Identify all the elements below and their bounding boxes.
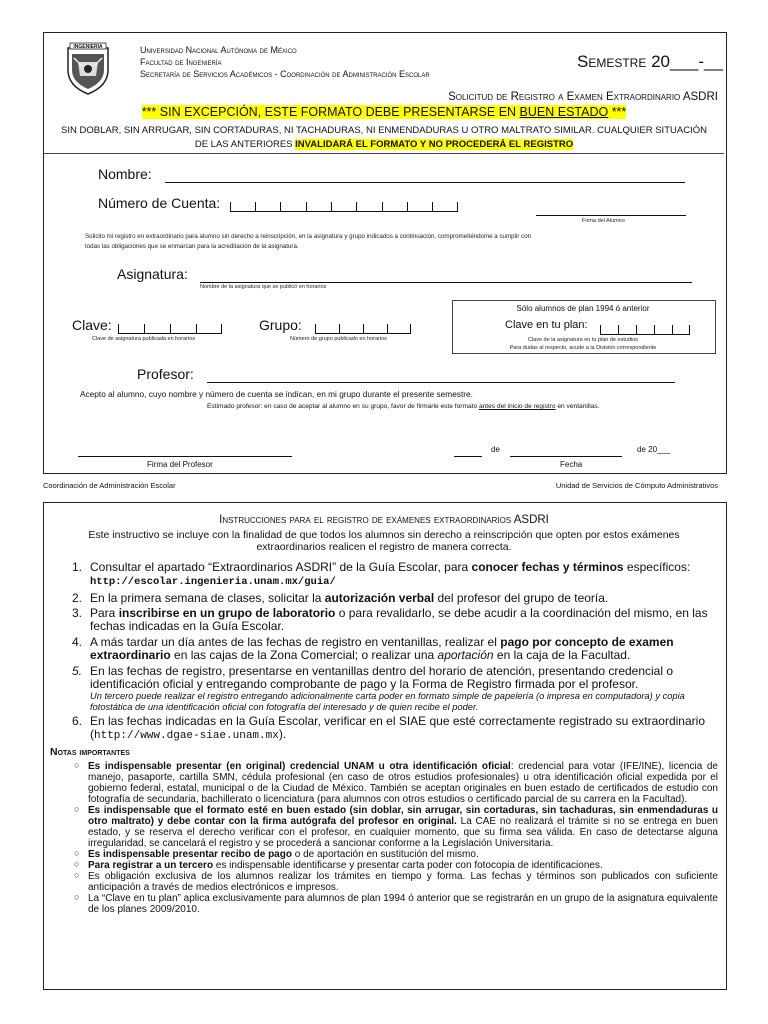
item-number: 3. [72, 606, 83, 620]
note-bold: Es indispensable presentar recibo de pago [88, 849, 292, 860]
item-bold: autorización verbal [324, 591, 435, 605]
note-item [44, 805, 724, 849]
plan-clave-field[interactable] [600, 324, 690, 335]
crest-text: INGENIERIA [73, 44, 103, 50]
nombre-label: Nombre: [98, 166, 152, 182]
estimado-post: en ventanillas. [555, 403, 600, 410]
bullet: ○ [74, 804, 80, 814]
note-item [44, 871, 724, 893]
note-text: o de aportación en sustitución del mismo. [291, 849, 479, 860]
asignatura-hint: Nombre de la asignatura que se publicó en horarios [200, 284, 327, 290]
grupo-hint: Número de grupo publicado en horarios [290, 336, 387, 342]
item-italic: aportación [437, 648, 494, 662]
nombre-field[interactable] [165, 182, 685, 183]
note-bold: Es indispensable presentar (en original) credencial UNAM u otra identificación oficial [88, 761, 511, 772]
item-number: 1. [72, 560, 83, 574]
guia-escolar-link[interactable]: http://escolar.ingenieria.unam.mx/guia/ [90, 576, 336, 588]
item-text: ). [278, 727, 287, 741]
instructions-title: Instrucciones para el registro de exámenes extraordinarios ASDRI [219, 514, 549, 526]
firma-alumno-line[interactable] [536, 215, 686, 216]
estimado-underlined: antes del inicio de registro [478, 403, 556, 410]
item-italic-note: Un tercero puede realizar el registro entregando adicionalmente carta poder en formato simple de papelería (o impresa en computadora) y copia fotostática de una identificación oficial con fotografía del interesado y de quien recibe el poder. [90, 691, 685, 712]
secretariat-name: Secretaría de Servicios Académicos - Coordinación de Administración Escolar [140, 69, 430, 79]
item-number: 4. [72, 635, 83, 649]
instruction-item [44, 636, 720, 662]
note-bold: Para registrar a un tercero [88, 860, 214, 871]
firma-profesor-caption: Firma del Profesor [147, 460, 213, 469]
notes-list [44, 761, 724, 915]
instruction-item [44, 592, 720, 605]
note-item [44, 761, 724, 805]
warning-banner [44, 105, 724, 119]
note-item [44, 860, 724, 871]
instruction-item [44, 665, 720, 712]
item-text: Consultar el apartado “Extraordinarios ASDRI” de la Guía Escolar, para [90, 560, 472, 574]
header-divider [44, 153, 724, 154]
note-bold: Es indispensable que el formato esté en buen estado (sin doblar, sin arrugar, sin cortaduras, sin tachaduras, sin enmendaduras u otro maltrato) y debe contar con la firma autógrafa del profesor en original. [88, 805, 718, 827]
note-text: La CAE no realizará el trámite si no se entrega en buen estado, y se reserva el derecho verificar con el profesor, en cualquier momento, que su firma sea válida. En caso de detectarse alguna irregularidad, se cancelará el registro y se procederá a sancionar conforme a la Legislación Universitaria. [88, 816, 718, 849]
note-text: La “Clave en tu plan” aplica exclusivamente para alumnos de plan 1994 ó anterior que se registrarán en un grupo de la asignatura equivalente de los planes 2009/2010. [88, 893, 718, 915]
item-text: del profesor del grupo de teoría. [434, 591, 609, 605]
cuenta-label: Número de Cuenta: [98, 195, 221, 211]
grupo-label: Grupo: [259, 317, 302, 333]
note-text: es indispensable identificarse y presentar carta poder con fotocopia de identificaciones. [213, 860, 603, 871]
solicito-line2: todas las obligaciones que se enmarcan para la acreditación de la asignatura. [85, 243, 299, 250]
item-text: En las fechas de registro, presentarse en ventanillas dentro del horario de atención, presentando credencial o identificación oficial y entregando comprobante de pago y la Forma de Registro firmada por el profesor. [90, 664, 674, 691]
notes-title: Notas importantes [50, 746, 130, 758]
note-item [44, 893, 724, 915]
footer-left: Coordinación de Administración Escolar [43, 481, 176, 490]
bullet: ○ [74, 859, 80, 869]
item-number: 2. [72, 591, 83, 605]
bullet: ○ [74, 892, 80, 902]
item-text: específicos: [623, 560, 691, 574]
profesor-field[interactable] [207, 382, 675, 383]
item-text: A más tardar un día antes de las fechas de registro en ventanillas, realizar el [90, 635, 501, 649]
note-item [44, 849, 724, 860]
instructions-intro [44, 529, 724, 553]
item-bold: pago por concepto de examen extraordinario [90, 635, 674, 662]
item-text: En la primera semana de clases, solicitar la [90, 591, 325, 605]
asignatura-field[interactable] [200, 282, 692, 283]
item-number: 5. [72, 664, 83, 678]
header-institution [140, 44, 430, 80]
firma-profesor-line[interactable] [78, 456, 292, 457]
fecha-mes-field[interactable] [510, 456, 622, 457]
clave-hint: Clave de asignatura publicada en horarios [92, 336, 196, 342]
profesor-label: Profesor: [137, 366, 194, 382]
fecha-de-1: de [491, 445, 500, 454]
plan-label: Clave en tu plan: [505, 319, 588, 331]
semester-field: Semestre 20___-__ [577, 52, 723, 71]
plan-title: Sólo alumnos de plan 1994 ó anterior [516, 304, 650, 313]
clave-label: Clave: [72, 317, 112, 333]
faculty-name: Facultad de Ingeniería [140, 57, 222, 67]
intro-line2: extraordinarios realicen el registro de manera correcta. [256, 541, 512, 553]
instructions-list [44, 561, 720, 744]
item-text: o para revalidarlo, se debe acudir a la coordinación del mismo, en las fechas indicadas en la Guía Escolar. [90, 606, 708, 633]
plan-hint1: Clave de la asignatura en tu plan de estudios [527, 337, 639, 343]
warning-details [44, 124, 724, 152]
warning-line1: SIN DOBLAR, SIN ARRUGAR, SIN CORTADURAS, NI TACHADURAS, NI ENMENDADURAS U OTRO MALTRATO SIMILAR. CUALQUIER SITUACIÓN [61, 125, 707, 136]
fecha-dia-field[interactable] [454, 456, 482, 457]
bullet: ○ [74, 848, 80, 858]
estimado-pre: Estimado profesor: en caso de aceptar al alumno en su grupo, favor de firmarle este formato [207, 403, 479, 410]
intro-line1: Este instructivo se incluye con la finalidad de que todos los alumnos sin derecho a reinscripción que opten por estos exámenes [88, 529, 680, 541]
asignatura-label: Asignatura: [117, 266, 188, 282]
note-text: Es obligación exclusiva de los alumnos realizar los trámites en tiempo y forma. Las fechas y términos son publicados con suficiente anticipación a través de medios electrónicos e impresos. [88, 871, 718, 893]
instruction-item [44, 715, 720, 743]
note-text: : credencial para votar (IFE/INE), licencia de manejo, pasaporte, cartilla SMN, cédula profesional (en caso de otros estudios profesionales) u otra identificación oficial expedida por el gobierno federal, estatal, municipal o de la Ciudad de México. También se aceptan originales en buen estado de certificados de estudio con fotografía de secundaria, bachillerato o licenciatura (para alumnos con otros estudios o certificado parcial de su carrera en la Facultad). [88, 761, 718, 805]
plan-hint2: Para dudas al respecto, acude a la División correspondiente [509, 345, 657, 351]
instruction-item [44, 607, 720, 633]
footer-right: Unidad de Servicios de Cómputo Administrativos [555, 481, 718, 490]
warning-line2-highlight: INVALIDARÁ EL FORMATO Y NO PROCEDERÁ EL REGISTRO [295, 139, 574, 150]
cuenta-field[interactable] [230, 201, 458, 212]
warning-underlined: BUEN ESTADO [519, 105, 609, 119]
firma-alumno-caption: Firma del Alumno [582, 218, 625, 224]
warning-pre: *** SIN EXCEPCIÓN, ESTE FORMATO DEBE PRESENTARSE EN [141, 105, 520, 119]
university-name: Universidad Nacional Autónoma de México [140, 45, 297, 55]
item-bold: conocer fechas y términos [471, 560, 624, 574]
warning-line2-pre: DE LAS ANTERIORES [194, 139, 296, 150]
item-number: 6. [72, 714, 83, 728]
warning-post: *** [608, 105, 627, 119]
item-text: En las fechas indicadas en la Guía Escolar, verificar en el SIAE que esté correctamente registrado su extraordinario ( [90, 714, 705, 741]
plan-hints [452, 336, 714, 352]
grupo-field[interactable] [315, 323, 411, 334]
item-text: en las cajas de la Zona Comercial; o realizar una [170, 648, 438, 662]
bullet: ○ [74, 870, 80, 880]
item-text: Para [90, 606, 119, 620]
form-title: Solicitud de Registro a Examen Extraordinario ASDRI [448, 91, 718, 103]
fecha-de-2: de 20___ [637, 445, 671, 454]
acepto-text: Acepto al alumno, cuyo nombre y número de cuenta se indican, en mi grupo durante el presente semestre. [80, 389, 473, 399]
solicito-text [85, 232, 531, 252]
fecha-caption: Fecha [560, 460, 583, 469]
item-bold: inscribirse en un grupo de laboratorio [118, 606, 336, 620]
siae-link[interactable]: http://www.dgae-siae.unam.mx [94, 730, 279, 742]
unam-engineering-crest-logo [60, 40, 116, 96]
solicito-line1: Solicito mi registro en extraordinario para alumno sin derecho a reinscripción, en la asignatura y grupo indicados a continuación, comprometiéndome a cumplir con [85, 233, 532, 240]
item-text: en la caja de la Facultad. [493, 648, 631, 662]
instruction-item [44, 561, 720, 589]
estimado-text [207, 403, 600, 410]
bullet: ○ [74, 760, 80, 770]
clave-field[interactable] [118, 323, 222, 334]
